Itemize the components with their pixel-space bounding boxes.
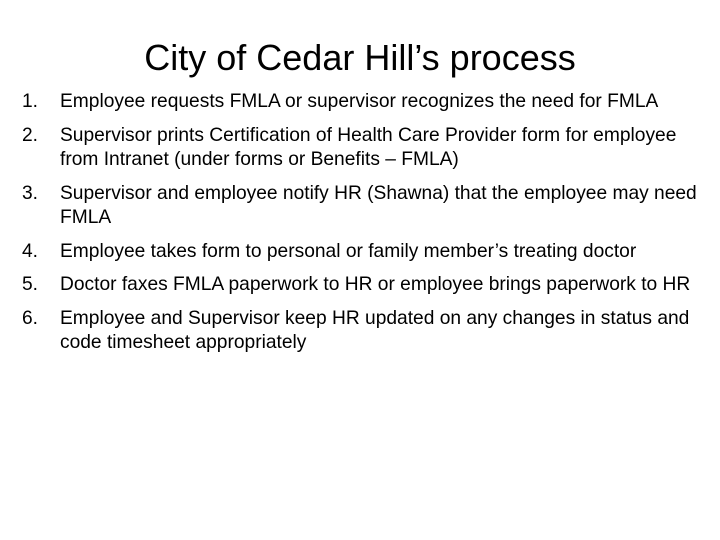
step-text: Doctor faxes FMLA paperwork to HR or employee brings paperwork to HR (60, 274, 691, 295)
step-text: Employee requests FMLA or supervisor recognizes the need for FMLA (60, 91, 659, 112)
process-steps-list (22, 90, 712, 365)
step-text: Employee takes form to personal or family member’s treating doctor (60, 240, 637, 262)
step-number: 5. (22, 274, 39, 295)
step-number: 6. (22, 307, 39, 329)
list-item (22, 90, 712, 115)
step-text: Supervisor prints Certification of Health Care Provider form for employee from Intranet (under forms or Benefits – FMLA) (60, 124, 677, 170)
list-item (22, 124, 712, 173)
step-number: 3. (22, 182, 39, 204)
step-number: 4. (22, 240, 39, 262)
list-item (22, 307, 712, 356)
step-number: 1. (22, 91, 39, 112)
slide-title: City of Cedar Hill’s process (144, 37, 576, 78)
list-item (22, 240, 712, 265)
step-number: 2. (22, 124, 39, 146)
step-text: Employee and Supervisor keep HR updated on any changes in status and code timesheet appropriately (60, 307, 690, 353)
list-item (22, 273, 712, 298)
step-text: Supervisor and employee notify HR (Shawna) that the employee may need FMLA (60, 182, 697, 228)
list-item (22, 182, 712, 231)
